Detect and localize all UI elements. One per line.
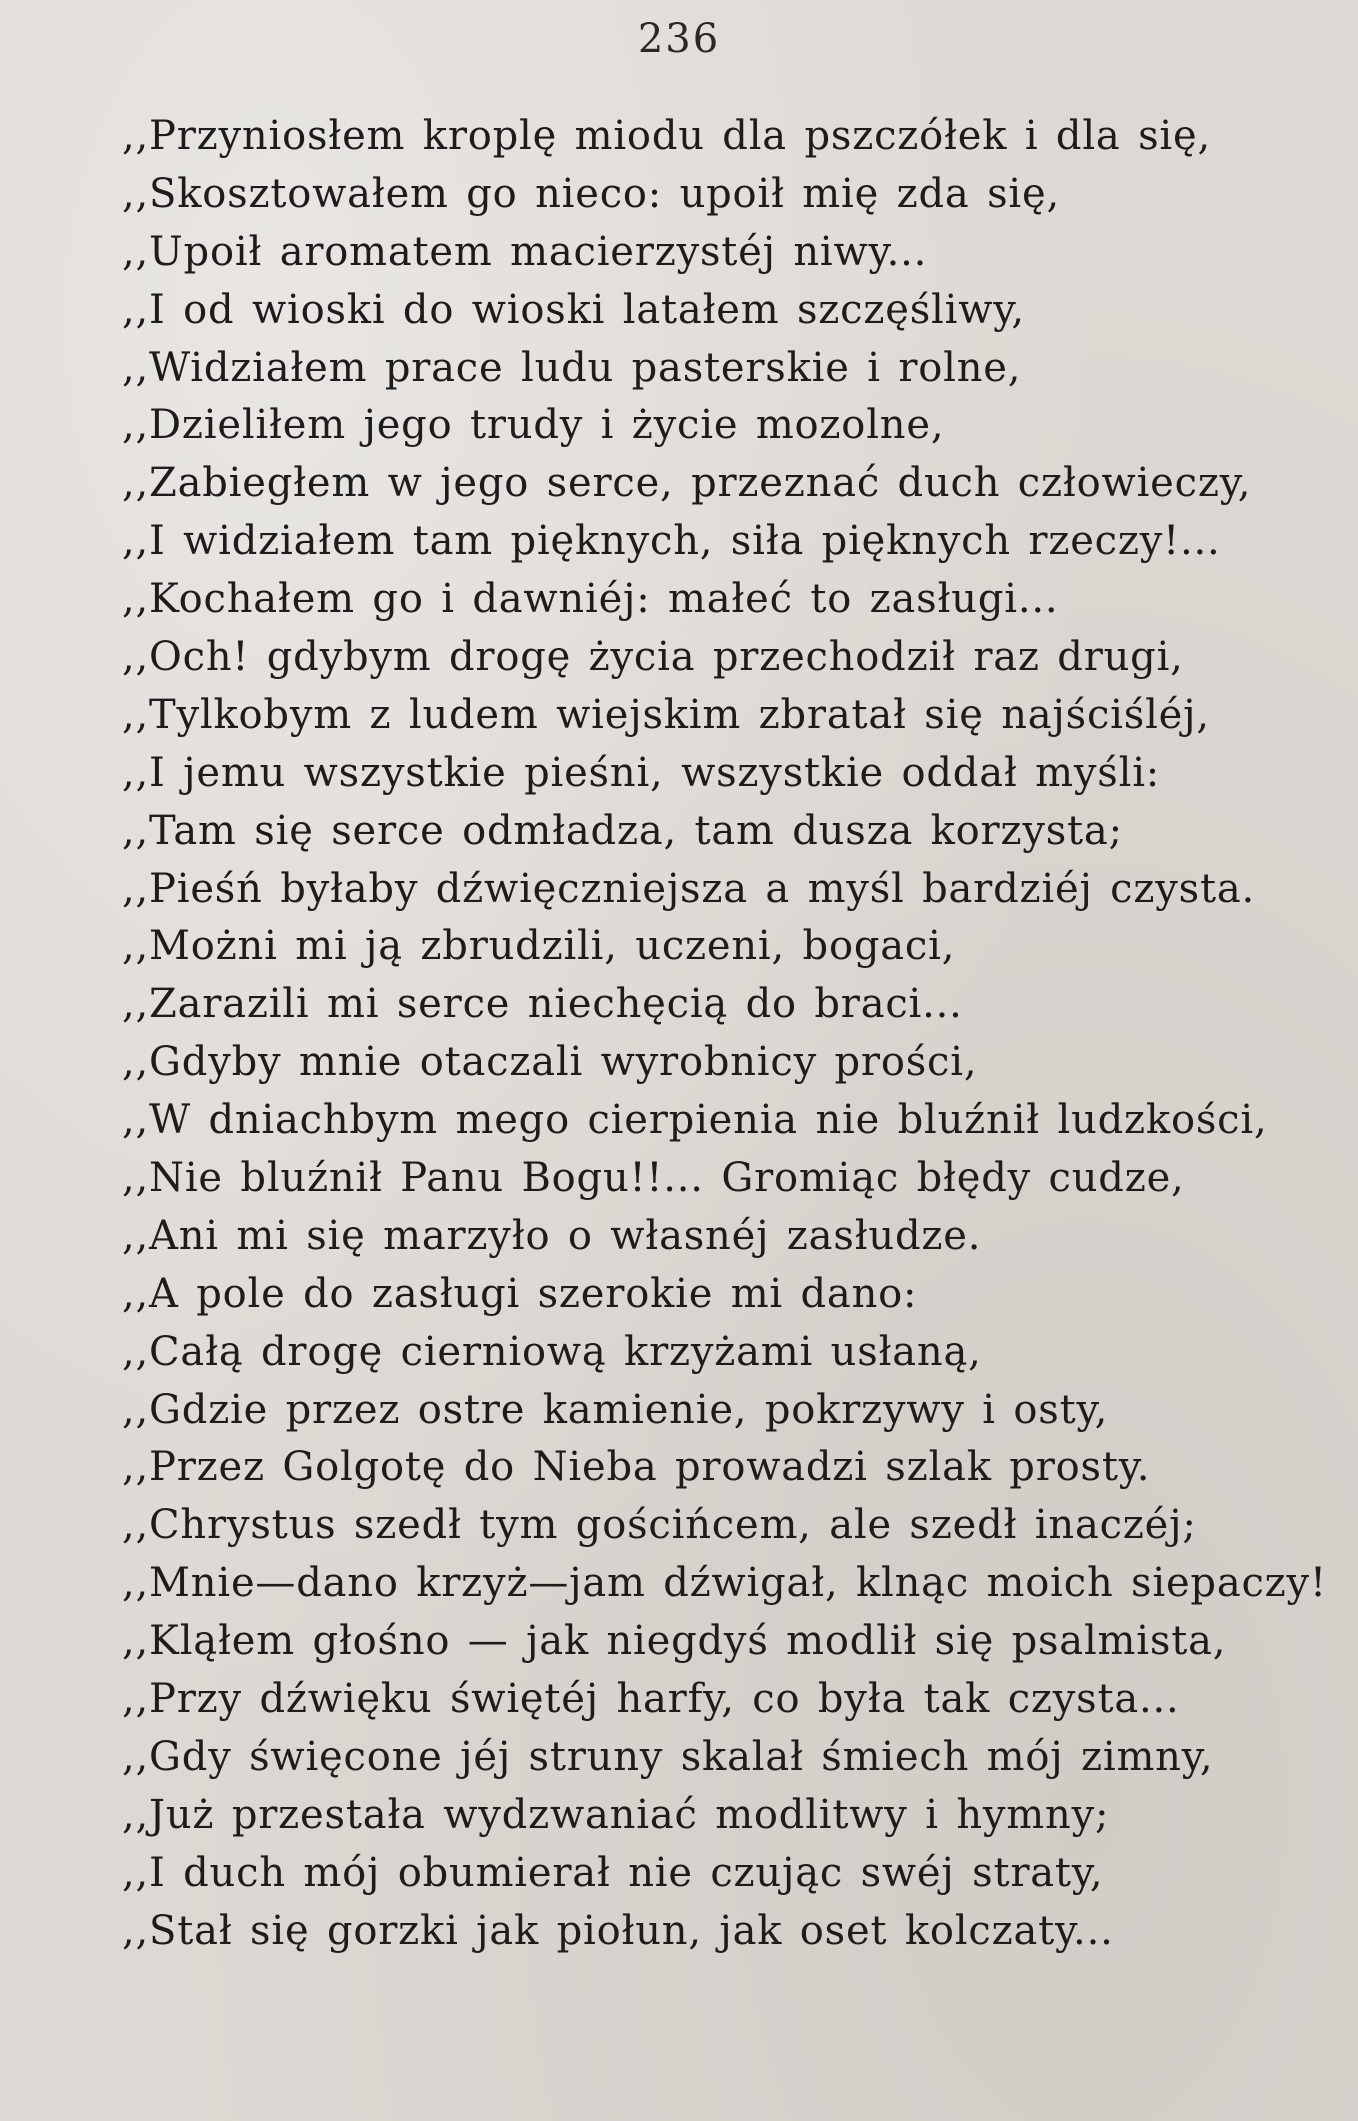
verse-line: ,,Ani mi się marzyło o własnéj zasłudze. <box>122 1212 982 1259</box>
verse-line: ,,Gdzie przez ostre kamienie, pokrzywy i osty, <box>122 1386 1109 1433</box>
verse-line: ,,Całą drogę cierniową krzyżami usłaną, <box>122 1328 982 1375</box>
page-number: 236 <box>637 16 721 62</box>
verse-line: ,,Zarazili mi serce niechęcią do braci... <box>122 981 963 1028</box>
verse-line: ,,Upoił aromatem macierzystéj niwy... <box>122 228 928 275</box>
verse-line: ,,Przyniosłem kroplę miodu dla pszczółek i dla się, <box>122 113 1211 159</box>
verse-line: ,,Przez Golgotę do Nieba prowadzi szlak prosty. <box>122 1444 1151 1491</box>
verse-line: ,,Skosztowałem go nieco: upoił mię zda się, <box>122 170 1060 217</box>
verse-line: ,,Tam się serce odmładza, tam dusza korzysta; <box>122 807 1123 854</box>
poem-text <box>122 108 1332 1961</box>
verse-line: ,,Widziałem prace ludu pasterskie i rolne, <box>122 344 1022 391</box>
verse-line: ,,Stał się gorzki jak piołun, jak oset kolczaty... <box>122 1907 1114 1954</box>
verse-line: ,,Możni mi ją zbrudzili, uczeni, bogaci, <box>122 923 956 970</box>
verse-line: ,,Pieśń byłaby dźwięczniejsza a myśl bardziéj czysta. <box>122 865 1256 912</box>
verse-line: ,,I od wioski do wioski latałem szczęśliwy, <box>122 286 1025 333</box>
verse-line: ,,Już przestała wydzwaniać modlitwy i hymny; <box>122 1791 1110 1838</box>
verse-line: ,,I duch mój obumierał nie czując swéj straty, <box>122 1849 1104 1896</box>
verse-line: ,,Kląłem głośno — jak niegdyś modlił się psalmista, <box>122 1618 1227 1665</box>
verse-line: ,,Gdy święcone jéj struny skalał śmiech mój zimny, <box>122 1733 1214 1780</box>
verse-line: ,,Mnie—dano krzyż—jam dźwigał, klnąc moich siepaczy! <box>122 1560 1327 1607</box>
verse-line: ,,Nie bluźnił Panu Bogu!!... Gromiąc błędy cudze, <box>122 1155 1185 1202</box>
verse-line: ,,W dniachbym mego cierpienia nie bluźnił ludzkości, <box>122 1097 1268 1144</box>
verse-line: ,,Och! gdybym drogę życia przechodził raz drugi, <box>122 634 1184 681</box>
verse-line: ,,Gdyby mnie otaczali wyrobnicy prości, <box>122 1039 978 1086</box>
verse-line: ,,Zabiegłem w jego serce, przeznać duch człowieczy, <box>122 460 1252 507</box>
verse-line: ,,Przy dźwięku świętéj harfy, co była tak czysta... <box>122 1676 1180 1723</box>
verse-line: ,,Chrystus szedł tym gościńcem, ale szedł inaczéj; <box>122 1502 1197 1549</box>
verse-line: ,,Tylkobym z ludem wiejskim zbratał się najściśléj, <box>122 691 1210 738</box>
verse-line: ,,Kochałem go i dawniéj: małeć to zasługi... <box>122 576 1059 623</box>
verse-line: ,,Dzieliłem jego trudy i życie mozolne, <box>122 402 945 449</box>
verse-line: ,,I widziałem tam pięknych, siła pięknych rzeczy!... <box>122 518 1221 565</box>
verse-line: ,,A pole do zasługi szerokie mi dano: <box>122 1270 918 1317</box>
verse-line: ,,I jemu wszystkie pieśni, wszystkie oddał myśli: <box>122 749 1161 796</box>
